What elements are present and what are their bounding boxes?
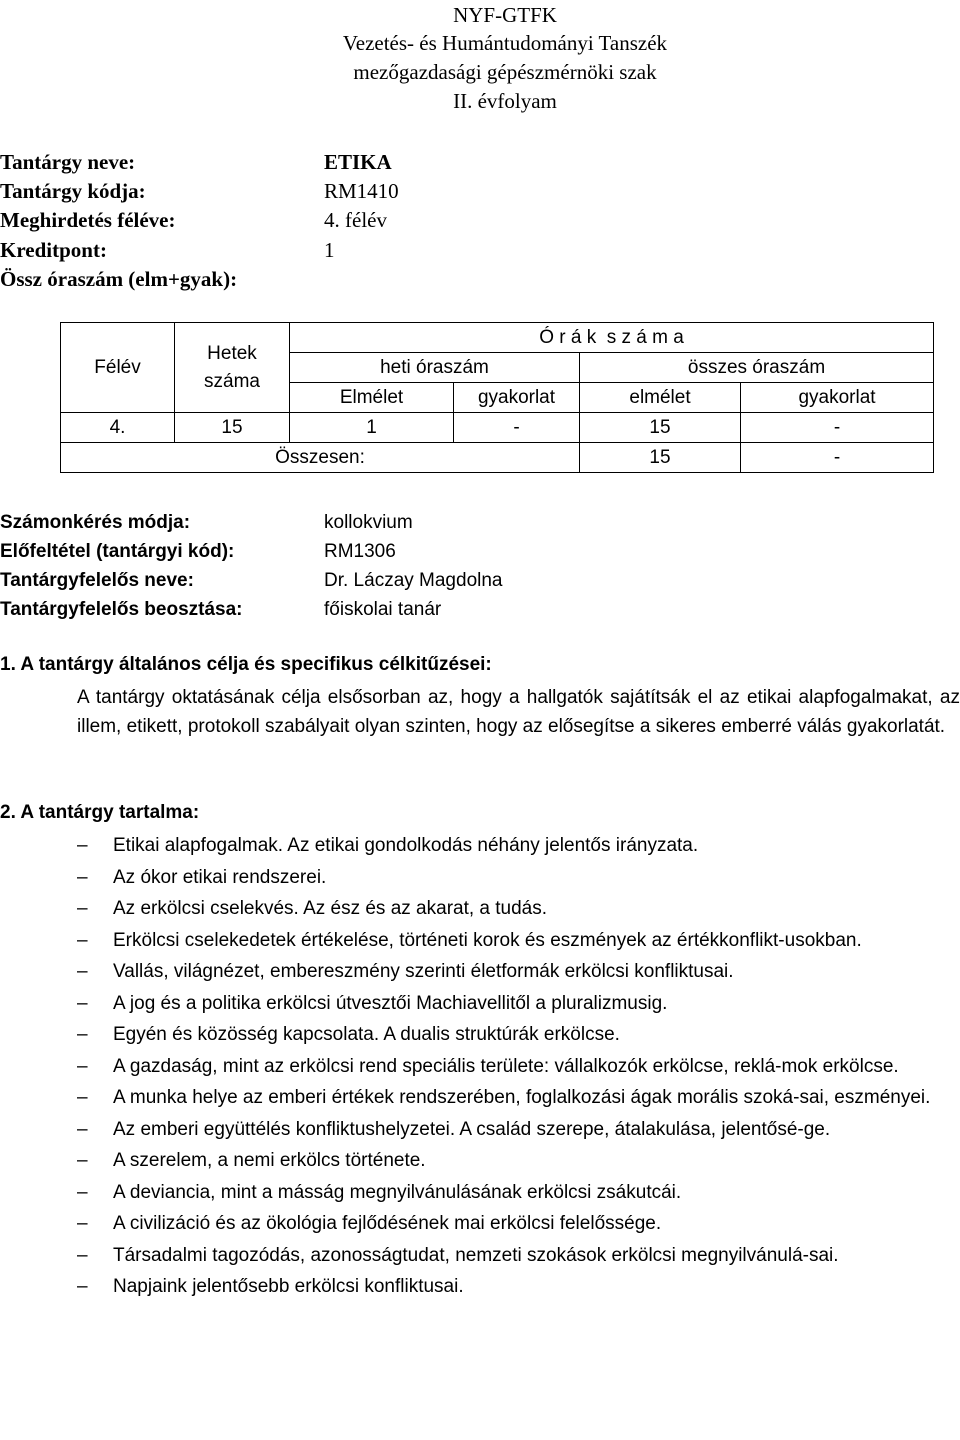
semester-header: Félév (61, 323, 175, 413)
dash-bullet: – (77, 1055, 88, 1077)
sum-theory: 15 (580, 443, 741, 473)
dash-bullet: – (77, 1213, 88, 1234)
dash-bullet: – (77, 1244, 88, 1266)
list-item (0, 1019, 960, 1051)
dash-bullet: – (77, 929, 88, 951)
course-code-label: Tantárgy kódja: (0, 179, 146, 203)
topic-list (0, 830, 960, 1303)
list-item (0, 1208, 960, 1240)
row-weeks: 15 (175, 413, 290, 443)
dash-bullet: – (77, 898, 88, 919)
list-item (0, 862, 960, 894)
row-theory-weekly: 1 (290, 413, 454, 443)
total-hours-header: összes óraszám (580, 353, 934, 383)
section1-title: 1. A tantárgy általános célja és specifikus célkitűzései: (0, 654, 492, 675)
list-item-text: A szerelem, a nemi erkölcs története. (113, 1150, 426, 1171)
weeks-header-line2: száma (204, 370, 260, 392)
dash-bullet: – (77, 1150, 88, 1171)
table-row (61, 413, 934, 443)
section2-title: 2. A tantárgy tartalma: (0, 802, 200, 823)
institution-name: NYF-GTFK (453, 3, 557, 27)
weeks-header (175, 323, 290, 413)
list-item (0, 893, 960, 925)
dash-bullet: – (77, 992, 88, 1014)
list-item-text: A civilizáció és az ökológia fejlődésének mai erkölcsi felelőssége. (113, 1213, 662, 1234)
list-item-text: A gazdaság, mint az erkölcsi rend speciális területe: vállalkozók erkölcse, reklá-mok erkölcse. (113, 1055, 899, 1077)
list-item-text: A deviancia, mint a másság megnyilvánulásának erkölcsi zsákutcái. (113, 1181, 682, 1203)
exam-method-value: kollokvium (324, 512, 413, 533)
list-item-text: Vallás, világnézet, embereszmény szerinti életformák erkölcsi konfliktusai. (113, 961, 734, 982)
semester-value: 4. félév (324, 208, 387, 232)
list-item-text: Társadalmi tagozódás, azonosságtudat, nemzeti szokások erkölcsi megnyilvánulá-sai. (113, 1244, 839, 1266)
row-semester: 4. (61, 413, 175, 443)
course-name-label: Tantárgy neve: (0, 150, 136, 174)
year-label: II. évfolyam (453, 89, 557, 113)
list-item (0, 830, 960, 862)
responsible-name-value: Dr. Láczay Magdolna (324, 570, 503, 591)
dash-bullet: – (77, 1087, 88, 1108)
responsible-position-value: főiskolai tanár (324, 599, 442, 620)
dash-bullet: – (77, 835, 88, 856)
credits-value: 1 (324, 238, 335, 262)
prerequisite-value: RM1306 (324, 541, 396, 562)
sum-label: Összesen: (61, 443, 580, 473)
list-item (0, 1082, 960, 1114)
exam-method-label: Számonkérés módja: (0, 512, 191, 533)
practice-total-header: gyakorlat (741, 383, 934, 413)
theory-total-header: elmélet (580, 383, 741, 413)
course-name-value: ETIKA (324, 150, 392, 174)
list-item-text: A munka helye az emberi értékek rendszerében, foglalkozási ágak morális szoká-sai, eszményei. (113, 1087, 931, 1108)
list-item-text: Az ókor etikai rendszerei. (113, 866, 327, 888)
list-item (0, 1145, 960, 1177)
sum-practice: - (741, 443, 934, 473)
dash-bullet: – (77, 1118, 88, 1140)
dash-bullet: – (77, 1276, 88, 1297)
list-item-text: Napjaink jelentősebb erkölcsi konfliktusai. (113, 1276, 464, 1297)
practice-weekly-header: gyakorlat (454, 383, 580, 413)
list-item-text: Egyén és közösség kapcsolata. A dualis struktúrák erkölcse. (113, 1024, 620, 1045)
responsible-position-label: Tantárgyfelelős beosztása: (0, 599, 243, 620)
responsible-name-label: Tantárgyfelelős neve: (0, 570, 194, 591)
row-theory-total: 15 (580, 413, 741, 443)
list-item (0, 925, 960, 957)
list-item (0, 1240, 960, 1272)
hours-group-header: Ó r á k s z á m a (290, 323, 934, 353)
total-hours-label: Össz óraszám (elm+gyak): (0, 267, 238, 291)
list-item (0, 1051, 960, 1083)
weeks-header-line1: Hetek (207, 342, 257, 364)
program-name: mezőgazdasági gépészmérnöki szak (353, 60, 657, 84)
dash-bullet: – (77, 866, 88, 888)
list-item-text: Az emberi együttélés konfliktushelyzetei. A család szerepe, átalakulása, jelentősé-ge. (113, 1118, 831, 1140)
weekly-hours-header: heti óraszám (290, 353, 580, 383)
dash-bullet: – (77, 961, 88, 982)
list-item (0, 956, 960, 988)
list-item (0, 1177, 960, 1209)
list-item (0, 988, 960, 1020)
hours-table (60, 322, 934, 473)
list-item-text: Etikai alapfogalmak. Az etikai gondolkodás néhány jelentős irányzata. (113, 835, 699, 856)
theory-weekly-header: Elmélet (290, 383, 454, 413)
row-practice-total: - (741, 413, 934, 443)
course-code-value: RM1410 (324, 179, 399, 203)
list-item (0, 1114, 960, 1146)
list-item-text: Erkölcsi cselekedetek értékelése, történeti korok és eszmények az értékkonflikt-usokban. (113, 929, 862, 951)
semester-label: Meghirdetés féléve: (0, 208, 176, 232)
list-item-text: A jog és a politika erkölcsi útvesztői Machiavellitől a pluralizmusig. (113, 992, 668, 1014)
section1-text: A tantárgy oktatásának célja elsősorban az, hogy a hallgatók sajátítsák el az etikai alapfogalmakat, az illem, etikett, protokoll szabályait olyan szinten, hogy az elősegítse a sikeres emberré válás gyakorlatát. (77, 687, 960, 737)
department-name: Vezetés- és Humántudományi Tanszék (342, 31, 668, 55)
prerequisite-label: Előfeltétel (tantárgyi kód): (0, 541, 235, 562)
row-practice-weekly: - (454, 413, 580, 443)
credits-label: Kreditpont: (0, 238, 107, 262)
sum-row (61, 443, 934, 473)
dash-bullet: – (77, 1024, 88, 1045)
list-item-text: Az erkölcsi cselekvés. Az ész és az akarat, a tudás. (113, 898, 548, 919)
list-item (0, 1271, 960, 1303)
dash-bullet: – (77, 1181, 88, 1203)
